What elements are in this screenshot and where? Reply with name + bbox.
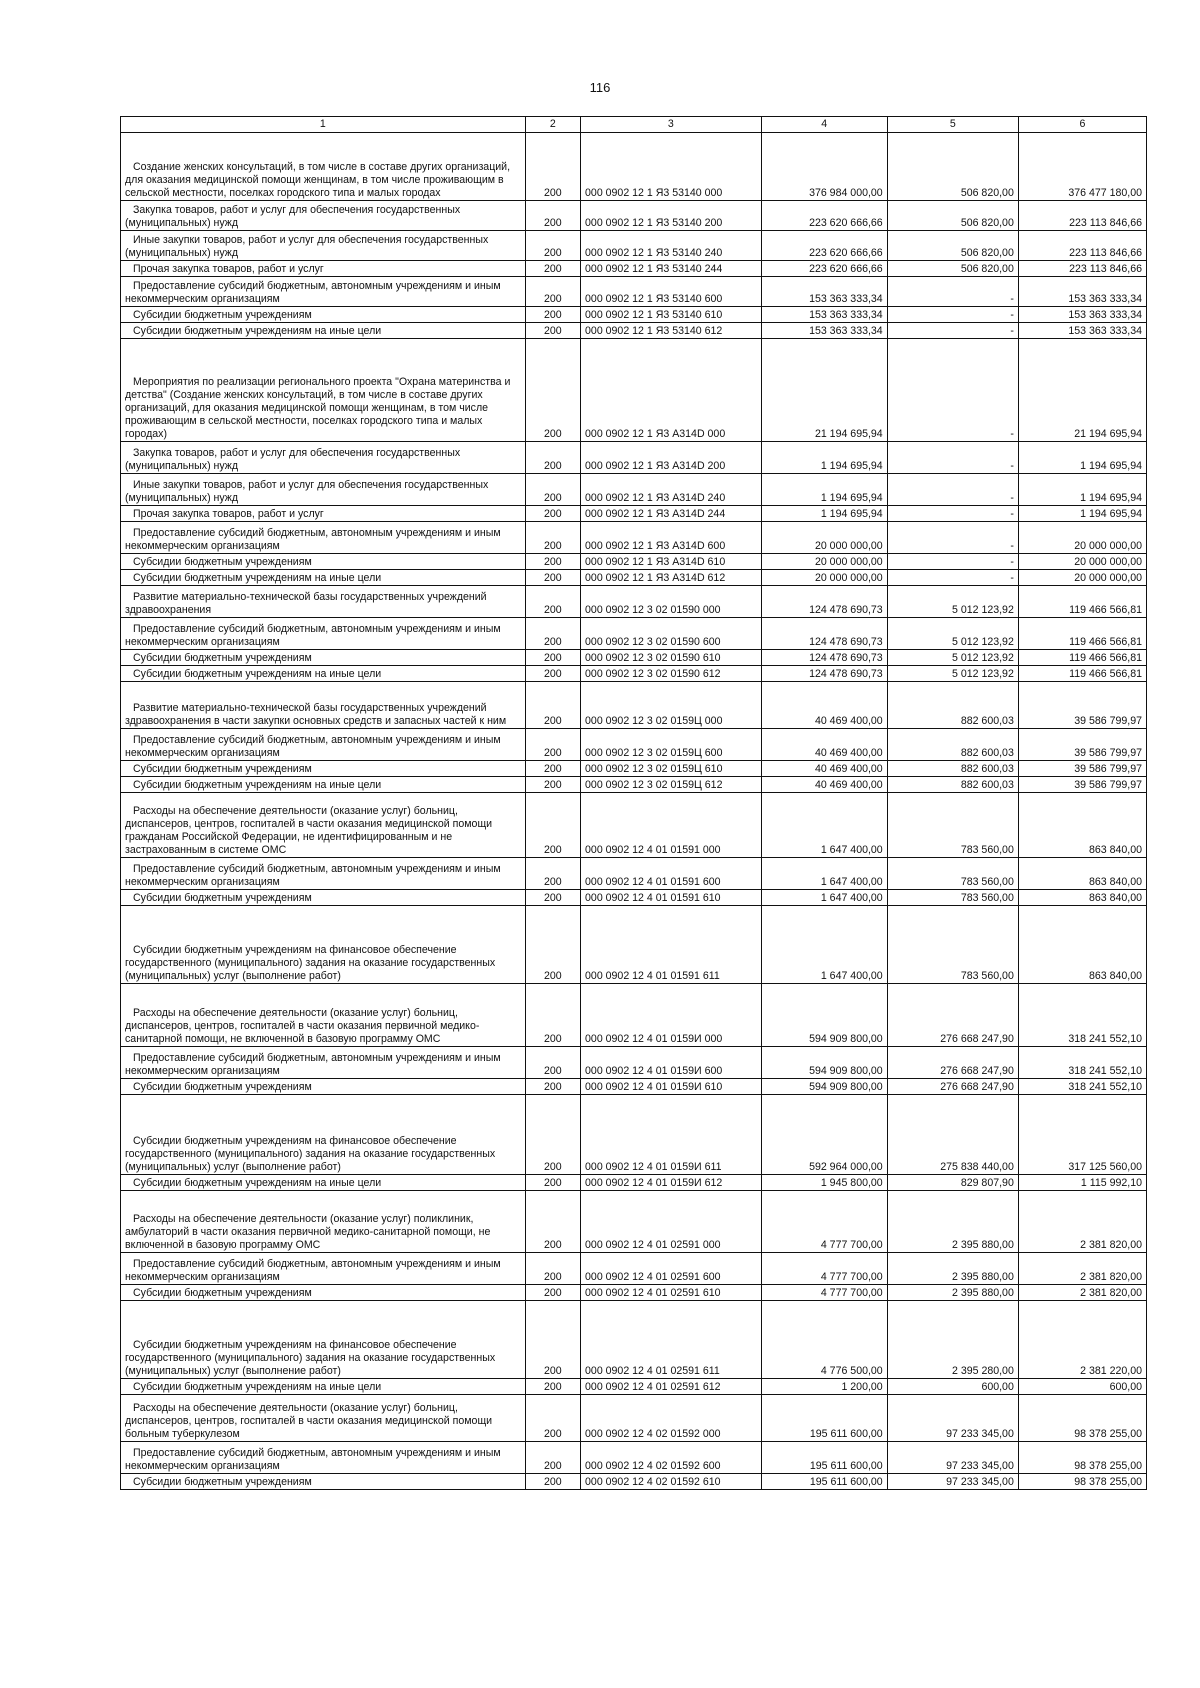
approved-amount: 20 000 000,00 [761,570,887,586]
table-row [121,1253,1147,1285]
executed-amount: 5 012 123,92 [887,586,1018,618]
table-row [121,133,1147,201]
executed-amount: 600,00 [887,1379,1018,1395]
row-code: 200 [525,793,580,858]
expense-name: Расходы на обеспечение деятельности (оказание услуг) больниц, диспансеров, центров, госпиталей в части оказания медицинской помощи больным туберкулезом [121,1395,526,1442]
expense-name: Мероприятия по реализации регионального проекта "Охрана материнства и детства" (Создание женских консультаций, в том числе в составе других организаций, для оказания медицинской помощи женщинам, в том числе проживающим в сельской местности, поселках городского типа и малых городах) [121,339,526,442]
approved-amount: 4 777 700,00 [761,1191,887,1253]
remaining-amount: 863 840,00 [1018,858,1146,890]
executed-amount: 275 838 440,00 [887,1095,1018,1175]
expense-name: Развитие материально-технической базы государственных учреждений здравоохранения [121,586,526,618]
expense-name: Предоставление субсидий бюджетным, автономным учреждениям и иным некоммерческим организациям [121,522,526,554]
table-row [121,339,1147,442]
approved-amount: 153 363 333,34 [761,307,887,323]
table-row [121,1285,1147,1301]
budget-classification-code: 000 0902 12 4 02 01592 610 [581,1474,762,1490]
row-code: 200 [525,1047,580,1079]
expense-name: Субсидии бюджетным учреждениям на иные цели [121,323,526,339]
expense-name: Предоставление субсидий бюджетным, автономным учреждениям и иным некоммерческим организациям [121,277,526,307]
table-row [121,906,1147,984]
approved-amount: 4 777 700,00 [761,1253,887,1285]
column-header-3: 3 [581,117,762,133]
remaining-amount: 1 115 992,10 [1018,1175,1146,1191]
executed-amount: - [887,570,1018,586]
executed-amount: - [887,506,1018,522]
remaining-amount: 2 381 220,00 [1018,1301,1146,1379]
executed-amount: - [887,522,1018,554]
row-code: 200 [525,666,580,682]
remaining-amount: 119 466 566,81 [1018,586,1146,618]
expense-name: Субсидии бюджетным учреждениям на иные цели [121,1379,526,1395]
row-code: 200 [525,201,580,231]
executed-amount: - [887,554,1018,570]
executed-amount: 506 820,00 [887,231,1018,261]
expense-name: Субсидии бюджетным учреждениям на иные цели [121,666,526,682]
row-code: 200 [525,1253,580,1285]
executed-amount: 5 012 123,92 [887,666,1018,682]
executed-amount: - [887,474,1018,506]
expense-name: Расходы на обеспечение деятельности (оказание услуг) больниц, диспансеров, центров, госпиталей в части оказания медицинской помощи гражданам Российской Федерации, не идентифицированным и не застрахованным в системе ОМС [121,793,526,858]
budget-classification-code: 000 0902 12 4 01 0159И 000 [581,984,762,1047]
approved-amount: 40 469 400,00 [761,729,887,761]
remaining-amount: 20 000 000,00 [1018,570,1146,586]
executed-amount: 882 600,03 [887,777,1018,793]
remaining-amount: 39 586 799,97 [1018,682,1146,729]
row-code: 200 [525,1442,580,1474]
approved-amount: 223 620 666,66 [761,231,887,261]
budget-classification-code: 000 0902 12 1 Я3 А314D 244 [581,506,762,522]
executed-amount: 276 668 247,90 [887,1079,1018,1095]
row-code: 200 [525,522,580,554]
table-row [121,761,1147,777]
budget-classification-code: 000 0902 12 1 Я3 А314D 000 [581,339,762,442]
table-row [121,650,1147,666]
table-row [121,442,1147,474]
approved-amount: 195 611 600,00 [761,1395,887,1442]
column-header-5: 5 [887,117,1018,133]
approved-amount: 594 909 800,00 [761,984,887,1047]
executed-amount: - [887,277,1018,307]
executed-amount: 2 395 880,00 [887,1253,1018,1285]
expense-name: Субсидии бюджетным учреждениям [121,1079,526,1095]
table-row [121,201,1147,231]
remaining-amount: 119 466 566,81 [1018,650,1146,666]
budget-classification-code: 000 0902 12 4 02 01592 000 [581,1395,762,1442]
table-row [121,858,1147,890]
approved-amount: 20 000 000,00 [761,554,887,570]
expense-name: Предоставление субсидий бюджетным, автономным учреждениям и иным некоммерческим организациям [121,1442,526,1474]
budget-classification-code: 000 0902 12 3 02 0159Ц 000 [581,682,762,729]
remaining-amount: 223 113 846,66 [1018,261,1146,277]
executed-amount: 5 012 123,92 [887,618,1018,650]
expense-name: Субсидии бюджетным учреждениям [121,890,526,906]
approved-amount: 153 363 333,34 [761,277,887,307]
row-code: 200 [525,777,580,793]
expense-name: Субсидии бюджетным учреждениям на финансовое обеспечение государственного (муниципального) задания на оказание государственных (муниципальных) услуг (выполнение работ) [121,1095,526,1175]
row-code: 200 [525,586,580,618]
expense-name: Предоставление субсидий бюджетным, автономным учреждениям и иным некоммерческим организациям [121,1253,526,1285]
table-row [121,1079,1147,1095]
budget-classification-code: 000 0902 12 4 01 02591 000 [581,1191,762,1253]
row-code: 200 [525,729,580,761]
budget-classification-code: 000 0902 12 1 Я3 53140 000 [581,133,762,201]
budget-classification-code: 000 0902 12 4 01 0159И 611 [581,1095,762,1175]
table-row [121,618,1147,650]
row-code: 200 [525,682,580,729]
table-row [121,1191,1147,1253]
expense-name: Создание женских консультаций, в том числе в составе других организаций, для оказания медицинской помощи женщинам, в том числе проживающим в сельской местности, поселках городского типа и малых городах [121,133,526,201]
row-code: 200 [525,1301,580,1379]
budget-classification-code: 000 0902 12 3 02 0159Ц 610 [581,761,762,777]
executed-amount: 882 600,03 [887,682,1018,729]
approved-amount: 1 647 400,00 [761,793,887,858]
budget-classification-code: 000 0902 12 1 Я3 53140 612 [581,323,762,339]
budget-classification-code: 000 0902 12 4 01 02591 600 [581,1253,762,1285]
remaining-amount: 863 840,00 [1018,890,1146,906]
approved-amount: 40 469 400,00 [761,777,887,793]
expense-name: Закупка товаров, работ и услуг для обеспечения государственных (муниципальных) нужд [121,442,526,474]
row-code: 200 [525,1095,580,1175]
approved-amount: 594 909 800,00 [761,1079,887,1095]
executed-amount: 97 233 345,00 [887,1474,1018,1490]
remaining-amount: 223 113 846,66 [1018,231,1146,261]
table-row [121,261,1147,277]
row-code: 200 [525,1474,580,1490]
executed-amount: 506 820,00 [887,201,1018,231]
approved-amount: 124 478 690,73 [761,618,887,650]
approved-amount: 124 478 690,73 [761,586,887,618]
executed-amount: 276 668 247,90 [887,1047,1018,1079]
expense-name: Субсидии бюджетным учреждениям [121,307,526,323]
column-number-row [121,117,1147,133]
budget-classification-code: 000 0902 12 1 Я3 53140 610 [581,307,762,323]
executed-amount: 783 560,00 [887,890,1018,906]
table-row [121,984,1147,1047]
table-row [121,586,1147,618]
expense-name: Субсидии бюджетным учреждениям на финансовое обеспечение государственного (муниципального) задания на оказание государственных (муниципальных) услуг (выполнение работ) [121,906,526,984]
remaining-amount: 39 586 799,97 [1018,761,1146,777]
executed-amount: - [887,339,1018,442]
executed-amount: 2 395 880,00 [887,1191,1018,1253]
executed-amount: 276 668 247,90 [887,984,1018,1047]
approved-amount: 1 647 400,00 [761,906,887,984]
budget-classification-code: 000 0902 12 1 Я3 53140 200 [581,201,762,231]
remaining-amount: 98 378 255,00 [1018,1395,1146,1442]
executed-amount: - [887,442,1018,474]
remaining-amount: 2 381 820,00 [1018,1253,1146,1285]
expense-name: Иные закупки товаров, работ и услуг для обеспечения государственных (муниципальных) нужд [121,474,526,506]
table-row [121,474,1147,506]
table-row [121,1047,1147,1079]
expense-name: Закупка товаров, работ и услуг для обеспечения государственных (муниципальных) нужд [121,201,526,231]
row-code: 200 [525,554,580,570]
remaining-amount: 2 381 820,00 [1018,1285,1146,1301]
budget-classification-code: 000 0902 12 3 02 01590 610 [581,650,762,666]
remaining-amount: 863 840,00 [1018,793,1146,858]
budget-classification-code: 000 0902 12 4 01 02591 610 [581,1285,762,1301]
budget-classification-code: 000 0902 12 1 Я3 53140 240 [581,231,762,261]
executed-amount: 783 560,00 [887,793,1018,858]
approved-amount: 1 647 400,00 [761,858,887,890]
expense-name: Субсидии бюджетным учреждениям [121,761,526,777]
budget-classification-code: 000 0902 12 1 Я3 А314D 612 [581,570,762,586]
remaining-amount: 600,00 [1018,1379,1146,1395]
approved-amount: 1 945 800,00 [761,1175,887,1191]
expense-name: Прочая закупка товаров, работ и услуг [121,506,526,522]
column-header-2: 2 [525,117,580,133]
approved-amount: 223 620 666,66 [761,201,887,231]
table-row [121,793,1147,858]
expense-name: Предоставление субсидий бюджетным, автономным учреждениям и иным некоммерческим организациям [121,729,526,761]
executed-amount: 506 820,00 [887,133,1018,201]
table-row [121,570,1147,586]
column-header-1: 1 [121,117,526,133]
expense-name: Субсидии бюджетным учреждениям [121,1474,526,1490]
executed-amount: 829 807,90 [887,1175,1018,1191]
executed-amount: 97 233 345,00 [887,1442,1018,1474]
remaining-amount: 20 000 000,00 [1018,522,1146,554]
expense-name: Расходы на обеспечение деятельности (оказание услуг) больниц, диспансеров, центров, госпиталей в части оказания первичной медико-санитарной помощи, не включенной в базовую программу ОМС [121,984,526,1047]
expense-name: Предоставление субсидий бюджетным, автономным учреждениям и иным некоммерческим организациям [121,618,526,650]
budget-classification-code: 000 0902 12 4 01 0159И 610 [581,1079,762,1095]
budget-classification-code: 000 0902 12 4 01 02591 611 [581,1301,762,1379]
approved-amount: 40 469 400,00 [761,761,887,777]
row-code: 200 [525,506,580,522]
table-row [121,1442,1147,1474]
row-code: 200 [525,984,580,1047]
row-code: 200 [525,1395,580,1442]
row-code: 200 [525,1285,580,1301]
executed-amount: 2 395 880,00 [887,1285,1018,1301]
budget-classification-code: 000 0902 12 1 Я3 А314D 610 [581,554,762,570]
remaining-amount: 153 363 333,34 [1018,307,1146,323]
approved-amount: 376 984 000,00 [761,133,887,201]
approved-amount: 195 611 600,00 [761,1442,887,1474]
budget-classification-code: 000 0902 12 1 Я3 А314D 600 [581,522,762,554]
expense-name: Субсидии бюджетным учреждениям на финансовое обеспечение государственного (муниципального) задания на оказание государственных (муниципальных) услуг (выполнение работ) [121,1301,526,1379]
approved-amount: 124 478 690,73 [761,666,887,682]
row-code: 200 [525,858,580,890]
expense-name: Субсидии бюджетным учреждениям [121,650,526,666]
remaining-amount: 153 363 333,34 [1018,277,1146,307]
table-row [121,554,1147,570]
table-row [121,1379,1147,1395]
row-code: 200 [525,761,580,777]
row-code: 200 [525,890,580,906]
expense-name: Предоставление субсидий бюджетным, автономным учреждениям и иным некоммерческим организациям [121,1047,526,1079]
row-code: 200 [525,231,580,261]
row-code: 200 [525,1175,580,1191]
budget-classification-code: 000 0902 12 3 02 0159Ц 600 [581,729,762,761]
remaining-amount: 20 000 000,00 [1018,554,1146,570]
executed-amount: 783 560,00 [887,858,1018,890]
budget-classification-code: 000 0902 12 1 Я3 53140 244 [581,261,762,277]
table-row [121,323,1147,339]
table-row [121,506,1147,522]
remaining-amount: 98 378 255,00 [1018,1474,1146,1490]
remaining-amount: 119 466 566,81 [1018,618,1146,650]
approved-amount: 1 200,00 [761,1379,887,1395]
approved-amount: 21 194 695,94 [761,339,887,442]
column-header-4: 4 [761,117,887,133]
row-code: 200 [525,442,580,474]
remaining-amount: 2 381 820,00 [1018,1191,1146,1253]
approved-amount: 1 194 695,94 [761,474,887,506]
executed-amount: 882 600,03 [887,729,1018,761]
row-code: 200 [525,1191,580,1253]
budget-classification-code: 000 0902 12 1 Я3 А314D 240 [581,474,762,506]
table-row [121,682,1147,729]
budget-classification-code: 000 0902 12 3 02 01590 612 [581,666,762,682]
approved-amount: 124 478 690,73 [761,650,887,666]
table-row [121,729,1147,761]
row-code: 200 [525,650,580,666]
budget-classification-code: 000 0902 12 4 01 01591 000 [581,793,762,858]
expense-name: Расходы на обеспечение деятельности (оказание услуг) поликлиник, амбулаторий в части оказания первичной медико-санитарной помощи, не включенной в базовую программу ОМС [121,1191,526,1253]
approved-amount: 594 909 800,00 [761,1047,887,1079]
row-code: 200 [525,1079,580,1095]
approved-amount: 592 964 000,00 [761,1095,887,1175]
remaining-amount: 863 840,00 [1018,906,1146,984]
remaining-amount: 318 241 552,10 [1018,1079,1146,1095]
expense-name: Субсидии бюджетным учреждениям [121,1285,526,1301]
expense-name: Иные закупки товаров, работ и услуг для обеспечения государственных (муниципальных) нужд [121,231,526,261]
executed-amount: - [887,323,1018,339]
budget-classification-code: 000 0902 12 3 02 01590 000 [581,586,762,618]
budget-classification-code: 000 0902 12 4 01 01591 600 [581,858,762,890]
row-code: 200 [525,261,580,277]
row-code: 200 [525,323,580,339]
page-number: 116 [589,80,611,95]
table-row [121,1474,1147,1490]
table-row [121,1175,1147,1191]
remaining-amount: 318 241 552,10 [1018,1047,1146,1079]
remaining-amount: 376 477 180,00 [1018,133,1146,201]
row-code: 200 [525,618,580,650]
remaining-amount: 1 194 695,94 [1018,474,1146,506]
remaining-amount: 39 586 799,97 [1018,729,1146,761]
approved-amount: 4 776 500,00 [761,1301,887,1379]
row-code: 200 [525,307,580,323]
budget-classification-code: 000 0902 12 4 01 01591 611 [581,906,762,984]
budget-classification-code: 000 0902 12 3 02 0159Ц 612 [581,777,762,793]
executed-amount: 783 560,00 [887,906,1018,984]
remaining-amount: 1 194 695,94 [1018,506,1146,522]
remaining-amount: 119 466 566,81 [1018,666,1146,682]
table-row [121,1095,1147,1175]
table-row [121,231,1147,261]
remaining-amount: 1 194 695,94 [1018,442,1146,474]
remaining-amount: 317 125 560,00 [1018,1095,1146,1175]
row-code: 200 [525,474,580,506]
approved-amount: 4 777 700,00 [761,1285,887,1301]
approved-amount: 1 647 400,00 [761,890,887,906]
remaining-amount: 318 241 552,10 [1018,984,1146,1047]
row-code: 200 [525,339,580,442]
expense-name: Прочая закупка товаров, работ и услуг [121,261,526,277]
expense-name: Субсидии бюджетным учреждениям на иные цели [121,777,526,793]
budget-classification-code: 000 0902 12 3 02 01590 600 [581,618,762,650]
expense-name: Субсидии бюджетным учреждениям на иные цели [121,570,526,586]
remaining-amount: 98 378 255,00 [1018,1442,1146,1474]
table-row [121,522,1147,554]
approved-amount: 20 000 000,00 [761,522,887,554]
table-body [121,133,1147,1490]
approved-amount: 223 620 666,66 [761,261,887,277]
executed-amount: 2 395 280,00 [887,1301,1018,1379]
budget-classification-code: 000 0902 12 4 01 02591 612 [581,1379,762,1395]
expense-name: Предоставление субсидий бюджетным, автономным учреждениям и иным некоммерческим организациям [121,858,526,890]
table-row [121,1395,1147,1442]
approved-amount: 1 194 695,94 [761,442,887,474]
budget-classification-code: 000 0902 12 4 01 0159И 612 [581,1175,762,1191]
budget-classification-code: 000 0902 12 1 Я3 А314D 200 [581,442,762,474]
expense-name: Субсидии бюджетным учреждениям на иные цели [121,1175,526,1191]
table-row [121,890,1147,906]
approved-amount: 40 469 400,00 [761,682,887,729]
row-code: 200 [525,1379,580,1395]
remaining-amount: 21 194 695,94 [1018,339,1146,442]
executed-amount: - [887,307,1018,323]
expense-name: Субсидии бюджетным учреждениям [121,554,526,570]
budget-classification-code: 000 0902 12 1 Я3 53140 600 [581,277,762,307]
row-code: 200 [525,906,580,984]
table-row [121,277,1147,307]
expense-name: Развитие материально-технической базы государственных учреждений здравоохранения в части закупки основных средств и запасных частей к ним [121,682,526,729]
row-code: 200 [525,133,580,201]
approved-amount: 153 363 333,34 [761,323,887,339]
table-row [121,666,1147,682]
table-row [121,777,1147,793]
table-row [121,1301,1147,1379]
remaining-amount: 153 363 333,34 [1018,323,1146,339]
approved-amount: 195 611 600,00 [761,1474,887,1490]
executed-amount: 97 233 345,00 [887,1395,1018,1442]
budget-classification-code: 000 0902 12 4 01 0159И 600 [581,1047,762,1079]
executed-amount: 5 012 123,92 [887,650,1018,666]
table-row [121,307,1147,323]
executed-amount: 882 600,03 [887,761,1018,777]
budget-classification-code: 000 0902 12 4 02 01592 600 [581,1442,762,1474]
budget-classification-code: 000 0902 12 4 01 01591 610 [581,890,762,906]
executed-amount: 506 820,00 [887,261,1018,277]
row-code: 200 [525,570,580,586]
remaining-amount: 39 586 799,97 [1018,777,1146,793]
budget-table [120,116,1147,1490]
row-code: 200 [525,277,580,307]
approved-amount: 1 194 695,94 [761,506,887,522]
remaining-amount: 223 113 846,66 [1018,201,1146,231]
column-header-6: 6 [1018,117,1146,133]
